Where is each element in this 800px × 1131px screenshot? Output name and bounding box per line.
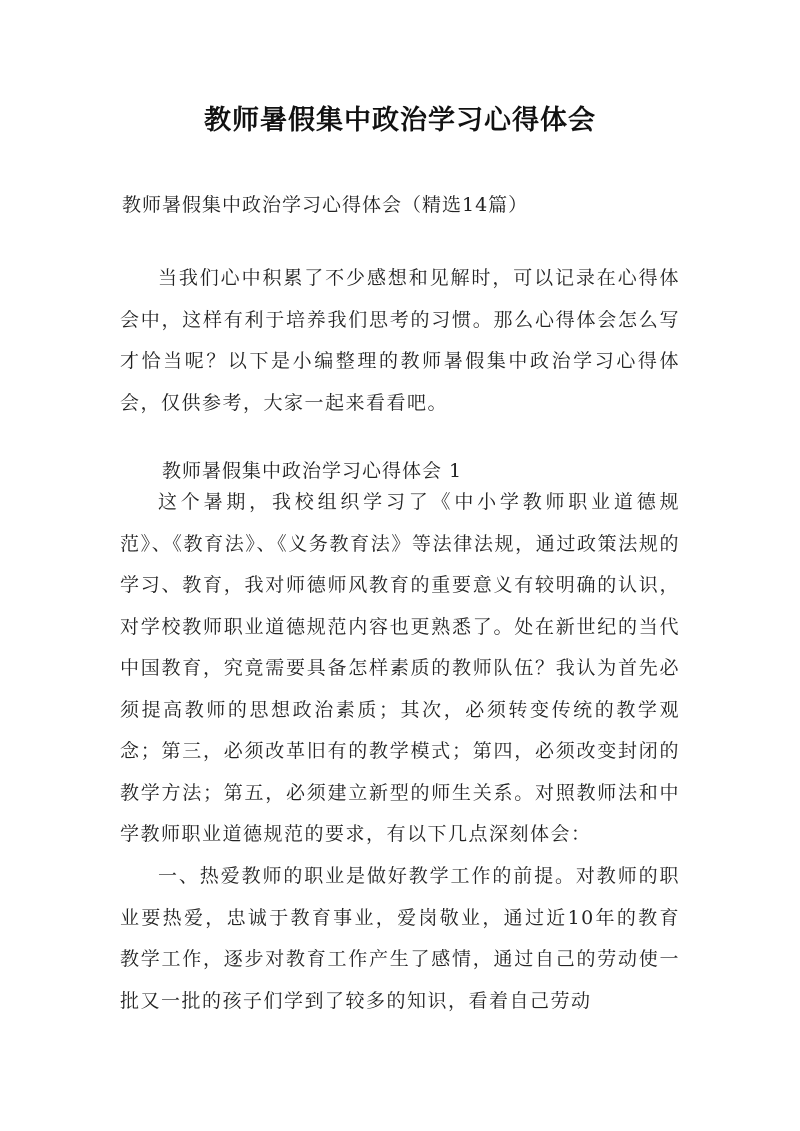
body-paragraph-2: 一、热爱教师的职业是做好教学工作的前提。对教师的职业要热爱，忠诚于教育事业，爱岗敬业，通过近10年的教育教学工作，逐步对教育工作产生了感情，通过自己的劳动使一批又一批的孩子们学到了较多的知识，看着自己劳动 xyxy=(120,865,680,1012)
section-heading: 教师暑假集中政治学习心得体会 1 xyxy=(162,460,463,482)
document-subtitle: 教师暑假集中政治学习心得体会（精选14篇） xyxy=(122,194,529,216)
document-title: 教师暑假集中政治学习心得体会 xyxy=(204,105,596,136)
intro-paragraph: 当我们心中积累了不少感想和见解时，可以记录在心得体会中，这样有利于培养我们思考的习惯。那么心得体会怎么写才恰当呢？以下是小编整理的教师暑假集中政治学习心得体会，仅供参考，大家一起来看看吧。 xyxy=(120,267,680,414)
body-paragraph-1: 这个暑期，我校组织学习了《中小学教师职业道德规范》、《教育法》、《义务教育法》等法律法规，通过政策法规的学习、教育，我对师德师风教育的重要意义有较明确的认识，对学校教师职业道德规范内容也更熟悉了。处在新世纪的当代中国教育，究竟需要具备怎样素质的教师队伍？我认为首先必须提高教师的思想政治素质；其次，必须转变传统的教学观念；第三，必须改革旧有的教学模式；第四，必须改变封闭的教学方法；第五，必须建立新型的师生关系。对照教师法和中学教师职业道德规范的要求，有以下几点深刻体会： xyxy=(120,491,680,845)
